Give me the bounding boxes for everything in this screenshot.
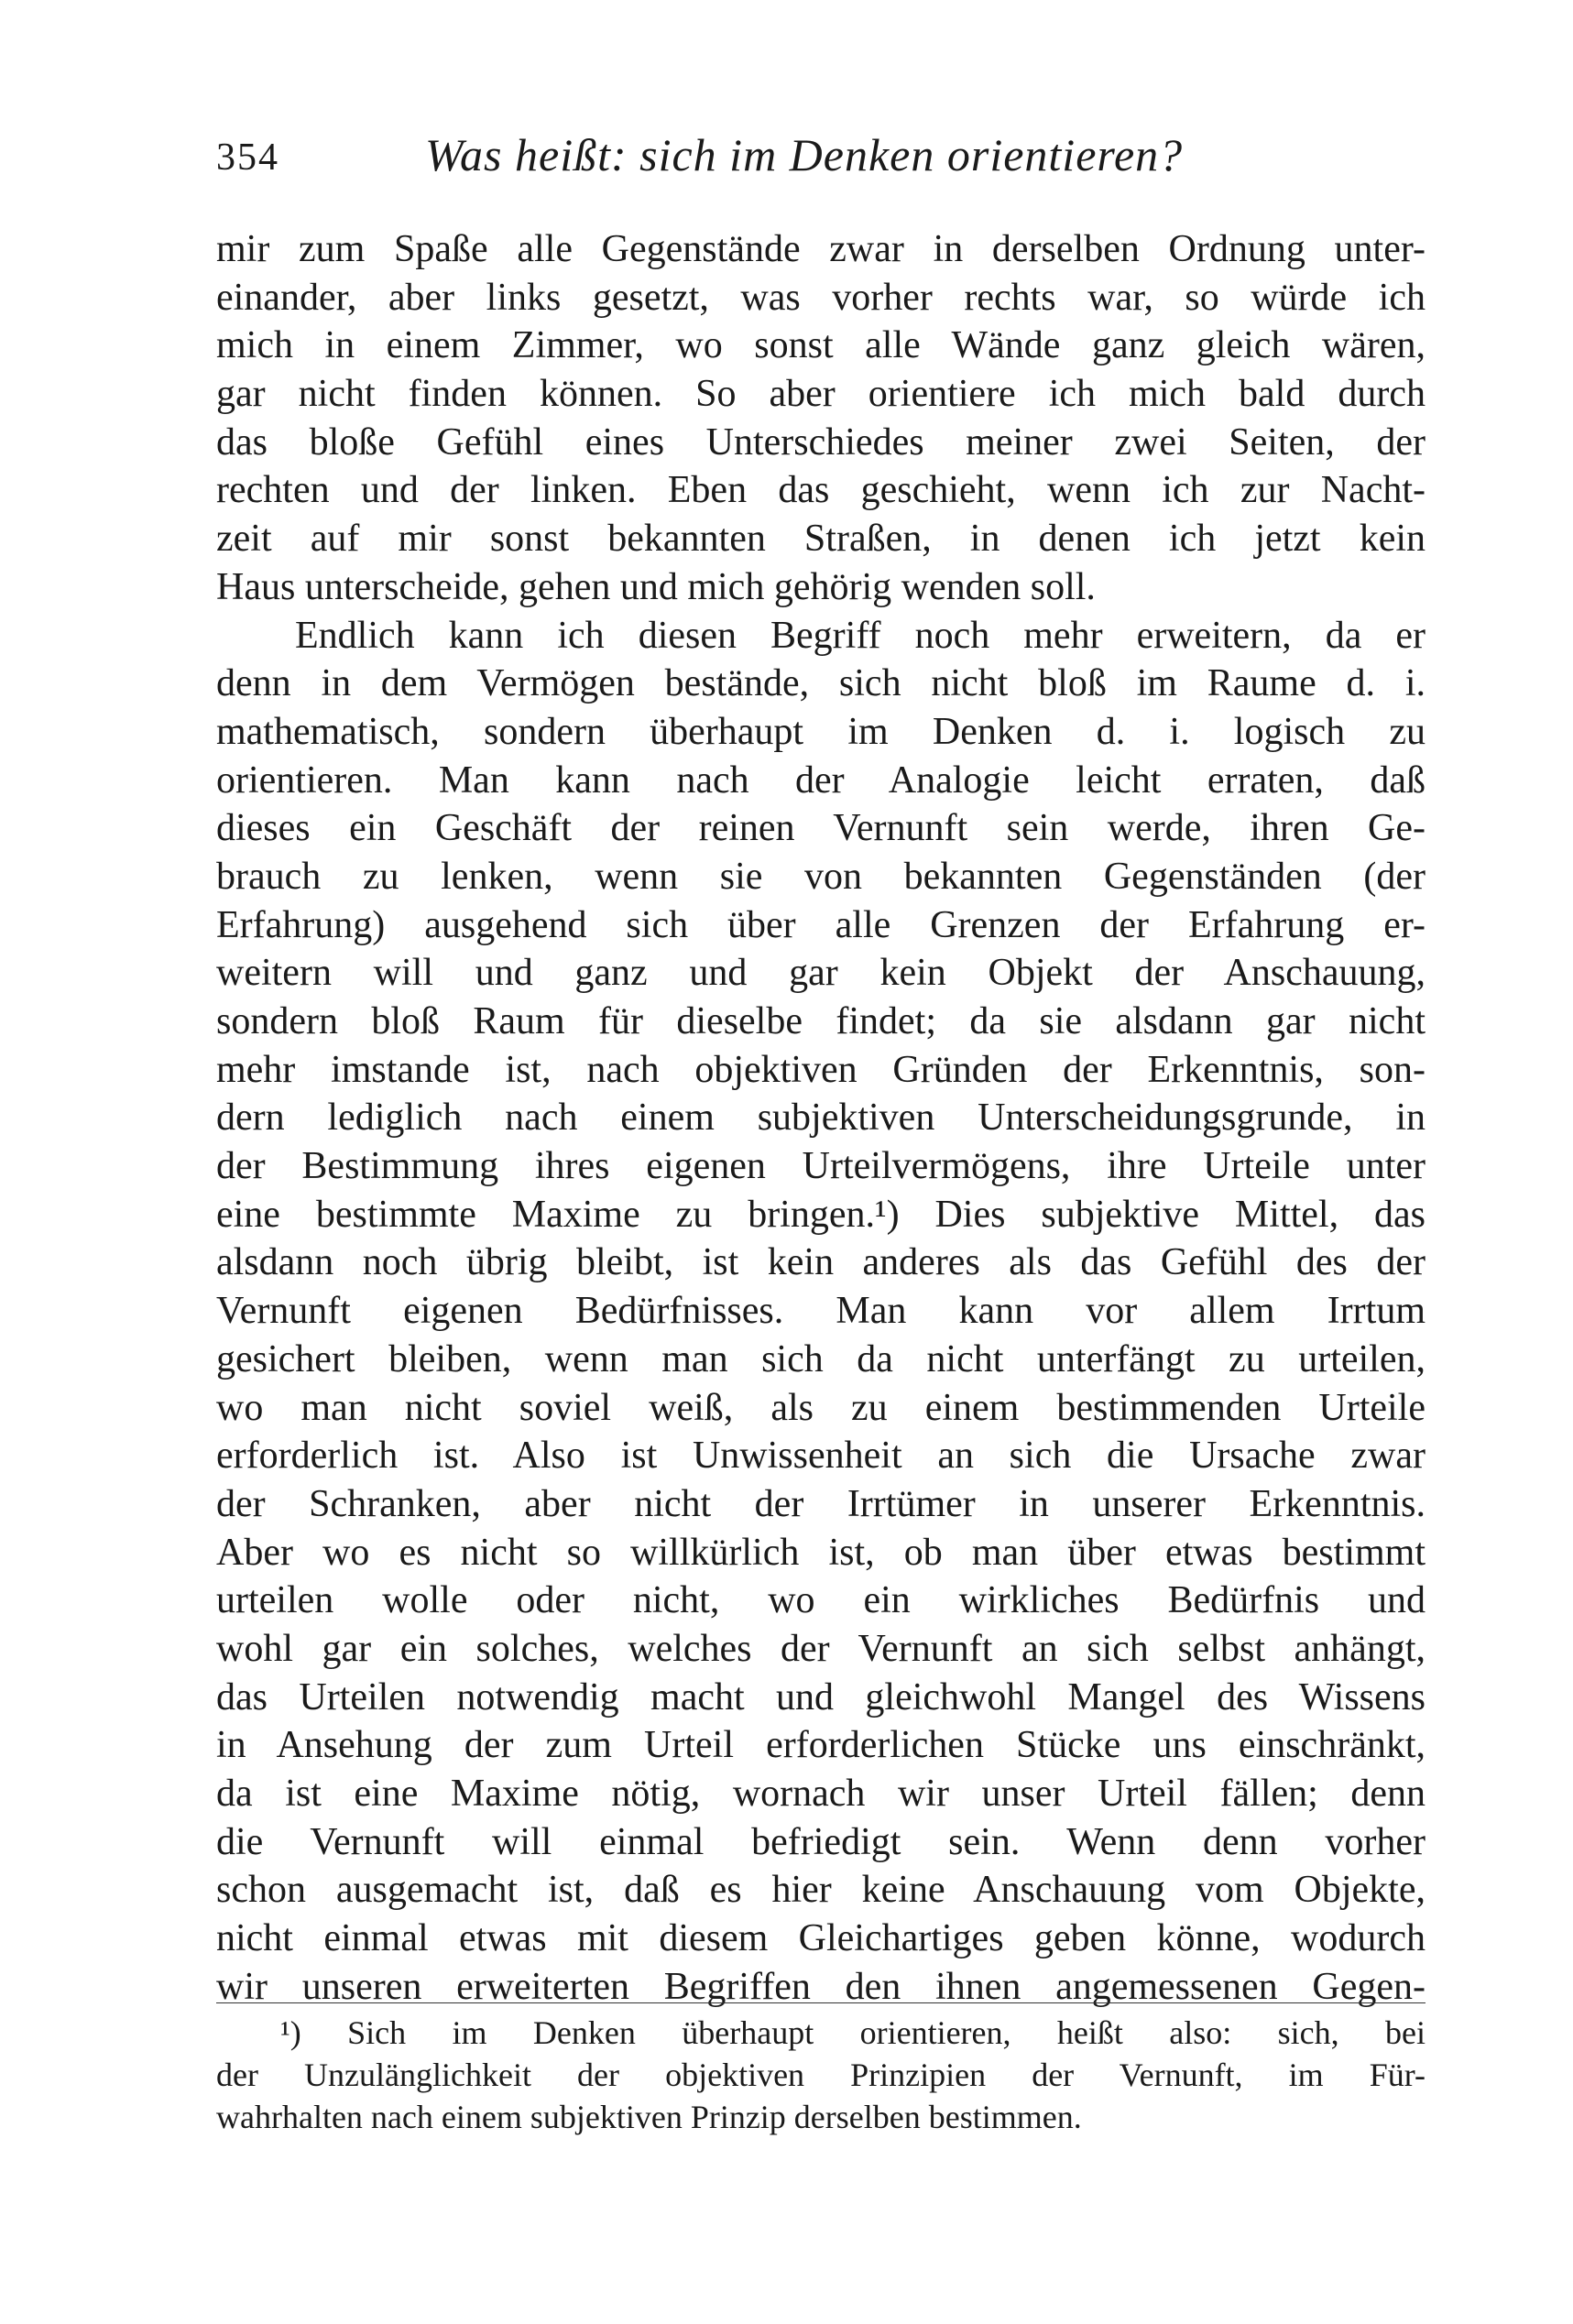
text-line: wir unseren erweiterten Begriffen den ihnen angemessenen Gegen-	[216, 1965, 1426, 2008]
footnote	[216, 2012, 1426, 2138]
text-line: der Schranken, aber nicht der Irrtümer in unserer Erkenntnis.	[216, 1482, 1426, 1525]
text-line: Haus unterscheide, gehen und mich gehörig wenden soll.	[216, 565, 1096, 608]
text-line: der Bestimmung ihres eigenen Urteilvermögens, ihre Urteile unter	[216, 1145, 1426, 1188]
text-line: brauch zu lenken, wenn sie von bekannten Gegenständen (der	[216, 855, 1426, 898]
text-line: in Ansehung der zum Urteil erforderlichen Stücke uns einschränkt,	[216, 1724, 1426, 1767]
text-line: Endlich kann ich diesen Begriff noch mehr erweitern, da er	[295, 614, 1426, 657]
text-line: alsdann noch übrig bleibt, ist kein anderes als das Gefühl des der	[216, 1241, 1426, 1284]
text-line: dern lediglich nach einem subjektiven Unterscheidungsgrunde, in	[216, 1097, 1426, 1140]
page-number: 354	[216, 136, 279, 179]
text-line: zeit auf mir sonst bekannten Straßen, in denen ich jetzt kein	[216, 518, 1426, 561]
text-line: mich in einem Zimmer, wo sonst alle Wände ganz gleich wären,	[216, 324, 1426, 367]
text-line: das Urteilen notwendig macht und gleichwohl Mangel des Wissens	[216, 1675, 1426, 1718]
text-line: nicht einmal etwas mit diesem Gleichartiges geben könne, wodurch	[216, 1917, 1426, 1960]
text-line: Vernunft eigenen Bedürfnisses. Man kann vor allem Irrtum	[216, 1290, 1426, 1333]
text-line: eine bestimmte Maxime zu bringen.¹) Dies subjektive Mittel, das	[216, 1193, 1426, 1236]
footnote-line: der Unzulänglichkeit der objektiven Prinzipien der Vernunft, im Für-	[216, 2057, 1426, 2093]
page-header	[216, 126, 1426, 191]
text-line: Aber wo es nicht so willkürlich ist, ob man über etwas bestimmt	[216, 1531, 1426, 1574]
text-line: gesichert bleiben, wenn man sich da nicht unterfängt zu urteilen,	[216, 1337, 1426, 1380]
text-line: dieses ein Geschäft der reinen Vernunft sein werde, ihren Ge-	[216, 807, 1426, 850]
text-line: urteilen wolle oder nicht, wo ein wirkliches Bedürfnis und	[216, 1579, 1426, 1622]
text-line: mir zum Spaße alle Gegenstände zwar in derselben Ordnung unter-	[216, 228, 1426, 270]
text-line: gar nicht finden können. So aber orientiere ich mich bald durch	[216, 373, 1426, 416]
text-line: einander, aber links gesetzt, was vorher rechts war, so würde ich	[216, 276, 1426, 319]
text-line: die Vernunft will einmal befriedigt sein. Wenn denn vorher	[216, 1820, 1426, 1863]
running-title: Was heißt: sich im Denken orientieren?	[425, 129, 1184, 180]
text-line: schon ausgemacht ist, daß es hier keine Anschauung vom Objekte,	[216, 1869, 1426, 1912]
text-line: weitern will und ganz und gar kein Objekt der Anschauung,	[216, 952, 1426, 995]
text-line: sondern bloß Raum für dieselbe findet; da sie alsdann gar nicht	[216, 1000, 1426, 1042]
text-line: wohl gar ein solches, welches der Vernunft an sich selbst anhängt,	[216, 1627, 1426, 1670]
text-line: erforderlich ist. Also ist Unwissenheit an sich die Ursache zwar	[216, 1435, 1426, 1478]
text-line: rechten und der linken. Eben das geschieht, wenn ich zur Nacht-	[216, 469, 1426, 512]
text-line: denn in dem Vermögen bestände, sich nicht bloß im Raume d. i.	[216, 662, 1426, 705]
footnote-line: wahrhalten nach einem subjektiven Prinzip derselben bestimmen.	[216, 2099, 1082, 2135]
text-line: mathematisch, sondern überhaupt im Denken d. i. logisch zu	[216, 710, 1426, 753]
footnote-divider	[216, 2002, 1426, 2003]
text-line: Erfahrung) ausgehend sich über alle Grenzen der Erfahrung er-	[216, 903, 1426, 946]
text-line: wo man nicht soviel weiß, als zu einem bestimmenden Urteile	[216, 1386, 1426, 1429]
text-line: das bloße Gefühl eines Unterschiedes meiner zwei Seiten, der	[216, 420, 1426, 464]
text-line: orientieren. Man kann nach der Analogie leicht erraten, daß	[216, 758, 1426, 802]
footnote-line: ¹) Sich im Denken überhaupt orientieren, heißt also: sich, bei	[280, 2014, 1426, 2051]
text-line: da ist eine Maxime nötig, wornach wir unser Urteil fällen; denn	[216, 1773, 1426, 1815]
text-line: mehr imstande ist, nach objektiven Gründen der Erkenntnis, son-	[216, 1048, 1426, 1091]
main-text	[216, 225, 1426, 2011]
